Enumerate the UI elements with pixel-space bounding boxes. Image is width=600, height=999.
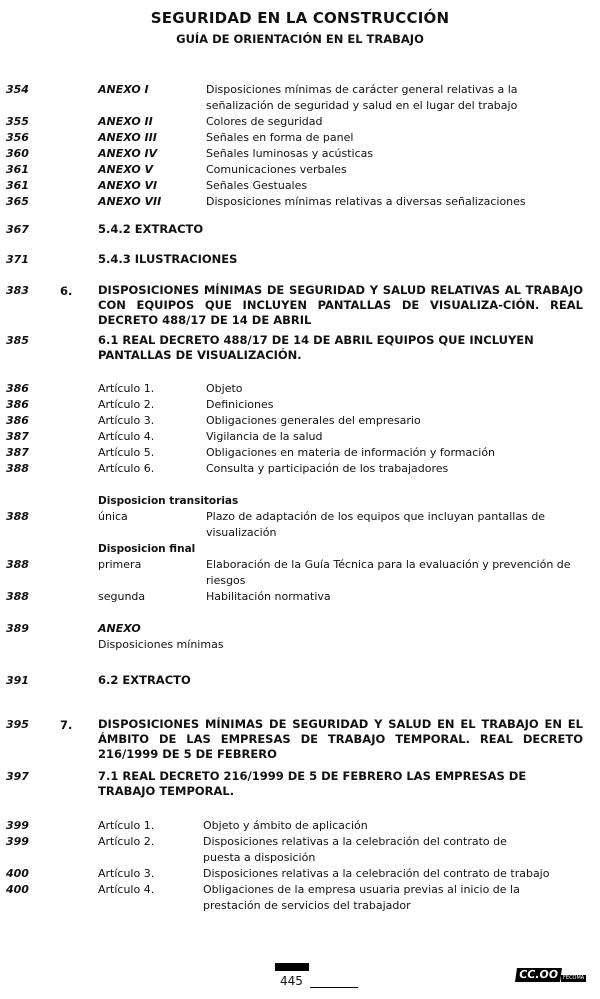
article-title: Disposiciones relativas a la celebración del contrato de puesta a disposición: [203, 835, 507, 864]
annex-label: ANEXO V: [98, 163, 154, 176]
article-title: Consulta y participación de los trabajadores: [206, 462, 449, 475]
page-ref: 389: [6, 622, 29, 635]
disposition-label: primera: [98, 558, 142, 571]
annex-title: Disposiciones mínimas de carácter general relativas a la señalización de seguridad y salud en el lugar del trabajo: [206, 83, 518, 112]
page-ref: 367: [6, 223, 29, 236]
page-ref: 365: [6, 195, 29, 208]
page-ref: 360: [6, 147, 29, 160]
footer-rule: [310, 987, 358, 988]
annex-label: ANEXO I: [98, 83, 149, 96]
disposition-label: única: [98, 510, 128, 523]
page-ref: 387: [6, 446, 29, 459]
page-ref: 355: [6, 115, 29, 128]
section-title: 6.2 EXTRACTO: [98, 673, 191, 687]
page-ref: 397: [6, 770, 29, 783]
page-ref: 388: [6, 462, 29, 475]
chapter-title: DISPOSICIONES MÍNIMAS DE SEGURIDAD Y SALUD EN EL TRABAJO EN EL ÁMBITO DE LAS EMPRESAS DE TRABAJO TEMPORAL. REAL DECRETO 216/1999 DE 5 DE FEBRERO: [98, 717, 583, 761]
section-title: 5.4.2 EXTRACTO: [98, 222, 204, 236]
article-label: Artículo 3.: [98, 867, 155, 880]
article-title: Disposiciones relativas a la celebración del contrato de trabajo: [203, 867, 550, 880]
annex-label: ANEXO II: [98, 115, 153, 128]
article-title: Obligaciones generales del empresario: [206, 414, 421, 427]
page-ref: 388: [6, 590, 29, 603]
document-title: SEGURIDAD EN LA CONSTRUCCIÓN: [150, 9, 450, 27]
article-label: Artículo 6.: [98, 462, 155, 475]
article-label: Artículo 1.: [98, 819, 155, 832]
disposition-label: segunda: [98, 590, 146, 603]
page-ref: 361: [6, 179, 29, 192]
article-title: Objeto y ámbito de aplicación: [203, 819, 368, 832]
page-ref: 385: [6, 334, 29, 347]
annex-title: Disposiciones mínimas: [98, 638, 224, 651]
article-title: Objeto: [206, 382, 243, 395]
page-ref: 400: [6, 867, 29, 880]
section-title: 7.1 REAL DECRETO 216/1999 DE 5 DE FEBRERO LAS EMPRESAS DE TRABAJO TEMPORAL.: [98, 769, 527, 798]
page-ref: 361: [6, 163, 29, 176]
annex-label: ANEXO: [98, 622, 141, 635]
article-label: Artículo 3.: [98, 414, 155, 427]
page-number: 445: [280, 974, 303, 988]
annex-title: Disposiciones mínimas relativas a diversas señalizaciones: [206, 195, 526, 208]
document-subtitle: GUÍA DE ORIENTACIÓN EN EL TRABAJO: [176, 32, 424, 46]
page-ref: 388: [6, 558, 29, 571]
article-title: Definiciones: [206, 398, 274, 411]
annex-label: ANEXO VI: [98, 179, 158, 192]
section-title: 5.4.3 ILUSTRACIONES: [98, 252, 238, 266]
page-ref: 383: [6, 284, 29, 297]
page-header: [0, 8, 600, 48]
page-ref: 391: [6, 674, 29, 687]
annex-title: Señales luminosas y acústicas: [206, 147, 374, 160]
page-ref: 386: [6, 398, 29, 411]
chapter-number: 7.: [60, 718, 73, 732]
page-ref: 354: [6, 83, 29, 96]
article-title: Obligaciones en materia de información y formación: [206, 446, 496, 459]
article-label: Artículo 2.: [98, 398, 155, 411]
page-ref: 399: [6, 819, 29, 832]
annex-label: ANEXO IV: [98, 147, 158, 160]
annex-title: Señales en forma de panel: [206, 131, 354, 144]
annex-title: Colores de seguridad: [206, 115, 323, 128]
logo-main-text: CC.OO: [515, 968, 562, 982]
ccoo-logo: [516, 968, 586, 982]
page-ref: 388: [6, 510, 29, 523]
chapter-title: DISPOSICIONES MÍNIMAS DE SEGURIDAD Y SALUD RELATIVAS AL TRABAJO CON EQUIPOS QUE INCLUYEN PANTALLAS DE VISUALIZA-CIÓN. REAL DECRETO 488/17 DE 14 DE ABRIL: [98, 283, 583, 327]
page-ref: 387: [6, 430, 29, 443]
page-ref: 399: [6, 835, 29, 848]
page-ref: 371: [6, 253, 29, 266]
annex-title: Señales Gestuales: [206, 179, 308, 192]
article-label: Artículo 2.: [98, 835, 155, 848]
disposition-title: Habilitación normativa: [206, 590, 331, 603]
article-label: Artículo 5.: [98, 446, 155, 459]
disposition-title: Plazo de adaptación de los equipos que incluyan pantallas de visualización: [206, 510, 546, 539]
disposition-title: Elaboración de la Guía Técnica para la evaluación y prevención de riesgos: [206, 558, 571, 587]
annex-title: Comunicaciones verbales: [206, 163, 347, 176]
annex-label: ANEXO III: [98, 131, 157, 144]
subheading: Disposicion transitorias: [98, 495, 239, 507]
article-label: Artículo 1.: [98, 382, 155, 395]
article-title: Vigilancia de la salud: [206, 430, 323, 443]
article-title: Obligaciones de la empresa usuaria previas al inicio de la prestación de servicios del trabajador: [203, 883, 520, 912]
page-ref: 395: [6, 718, 29, 731]
page-ref: 400: [6, 883, 29, 896]
page-ref: 386: [6, 382, 29, 395]
section-title: 6.1 REAL DECRETO 488/17 DE 14 DE ABRIL EQUIPOS QUE INCLUYEN PANTALLAS DE VISUALIZACIÓN.: [98, 333, 534, 362]
subheading: Disposicion final: [98, 543, 196, 555]
article-label: Artículo 4.: [98, 883, 155, 896]
article-label: Artículo 4.: [98, 430, 155, 443]
page-ref: 386: [6, 414, 29, 427]
page-ref: 356: [6, 131, 29, 144]
chapter-number: 6.: [60, 284, 73, 298]
logo-suffix-text: FECOMA: [563, 975, 585, 981]
footer-bar: [275, 963, 309, 971]
annex-label: ANEXO VII: [98, 195, 162, 208]
